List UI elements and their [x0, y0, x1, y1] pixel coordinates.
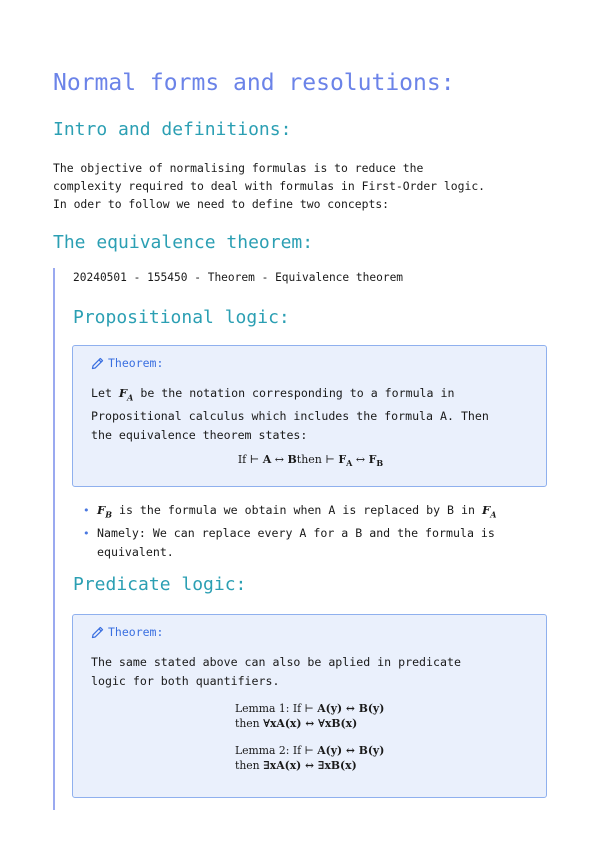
- lemma-text: then: [235, 717, 264, 730]
- callout-line: [91, 384, 536, 407]
- equivalence-formula: [73, 453, 548, 468]
- intro-line: The objective of normalising formulas is to reduce the: [53, 161, 424, 175]
- math-subscript: A: [127, 392, 134, 403]
- list-item-line: equivalent.: [97, 545, 174, 560]
- formula-iff: ↔: [271, 453, 288, 466]
- intro-line: In oder to follow we need to define two concepts:: [53, 197, 390, 211]
- theorem-callout-predicate: [72, 614, 547, 798]
- formula-fa: [481, 503, 497, 520]
- predicate-heading: Predicate logic:: [73, 574, 247, 595]
- lemma-text: Lemma 1: If ⊢: [235, 702, 318, 715]
- formula-fa-sub: A: [346, 458, 353, 469]
- formula-fb: F: [368, 453, 377, 466]
- list-item: [83, 501, 553, 524]
- intro-paragraph: [53, 159, 553, 213]
- callout-line: the equivalence theorem states:: [91, 428, 308, 443]
- callout-line: The same stated above can also be aplied in predicate: [91, 655, 461, 669]
- embed-border: [53, 268, 55, 810]
- list-item: [83, 524, 553, 562]
- lemma-2: [235, 743, 384, 773]
- formula-text: then ⊢: [296, 453, 339, 466]
- callout-body: [91, 384, 536, 445]
- equivalence-heading: The equivalence theorem:: [53, 232, 314, 253]
- math-letter: F: [481, 503, 491, 517]
- formula-fb-sub: B: [376, 458, 384, 469]
- intro-line: complexity required to deal with formulas in First-Order logic.: [53, 179, 486, 193]
- math-subscript: B: [105, 509, 112, 520]
- callout-label: Theorem:: [108, 625, 164, 639]
- bullet-list: [83, 501, 553, 562]
- lemma-math: A(y) ↔ B(y): [317, 744, 385, 757]
- callout-header[interactable]: [91, 625, 163, 639]
- formula-iff: ↔: [352, 453, 369, 466]
- pencil-icon: [91, 626, 104, 639]
- lemma-math: ∃xA(x) ↔ ∃xB(x): [263, 759, 357, 772]
- callout-line: logic for both quantifiers.: [91, 674, 280, 688]
- callout-body: [91, 653, 536, 691]
- math-letter: F: [118, 386, 128, 400]
- callout-label: Theorem:: [108, 356, 164, 370]
- embed-reference[interactable]: 20240501 - 155450 - Theorem - Equivalence theorem: [73, 271, 404, 284]
- formula-fb: [97, 503, 112, 520]
- formula-text: If ⊢: [237, 453, 263, 466]
- lemma-text: then: [235, 759, 264, 772]
- page-title: Normal forms and resolutions:: [53, 70, 455, 96]
- text-run: Let: [91, 386, 119, 400]
- formula-fa: [118, 386, 134, 403]
- theorem-callout-propositional: [72, 345, 547, 487]
- math-subscript: A: [490, 509, 497, 520]
- lemma-math: ∀xA(x) ↔ ∀xB(x): [263, 717, 358, 730]
- pencil-icon: [91, 357, 104, 370]
- callout-header[interactable]: [91, 356, 163, 370]
- formula-b: B: [287, 453, 297, 466]
- formula-fa: F: [338, 453, 347, 466]
- math-letter: F: [97, 503, 106, 517]
- callout-line: Propositional calculus which includes the formula A. Then: [91, 409, 489, 424]
- text-run: is the formula we obtain when A is replaced by B in: [112, 503, 482, 517]
- formula-a: A: [262, 453, 272, 466]
- intro-heading: Intro and definitions:: [53, 119, 292, 140]
- lemma-math: A(y) ↔ B(y): [317, 702, 385, 715]
- text-run: be the notation corresponding to a formula in: [133, 386, 455, 400]
- propositional-heading: Propositional logic:: [73, 307, 290, 328]
- lemma-1: [235, 701, 384, 731]
- lemma-text: Lemma 2: If ⊢: [235, 744, 318, 757]
- list-item-line: • Namely: We can replace every A for a B and the formula is: [97, 526, 495, 541]
